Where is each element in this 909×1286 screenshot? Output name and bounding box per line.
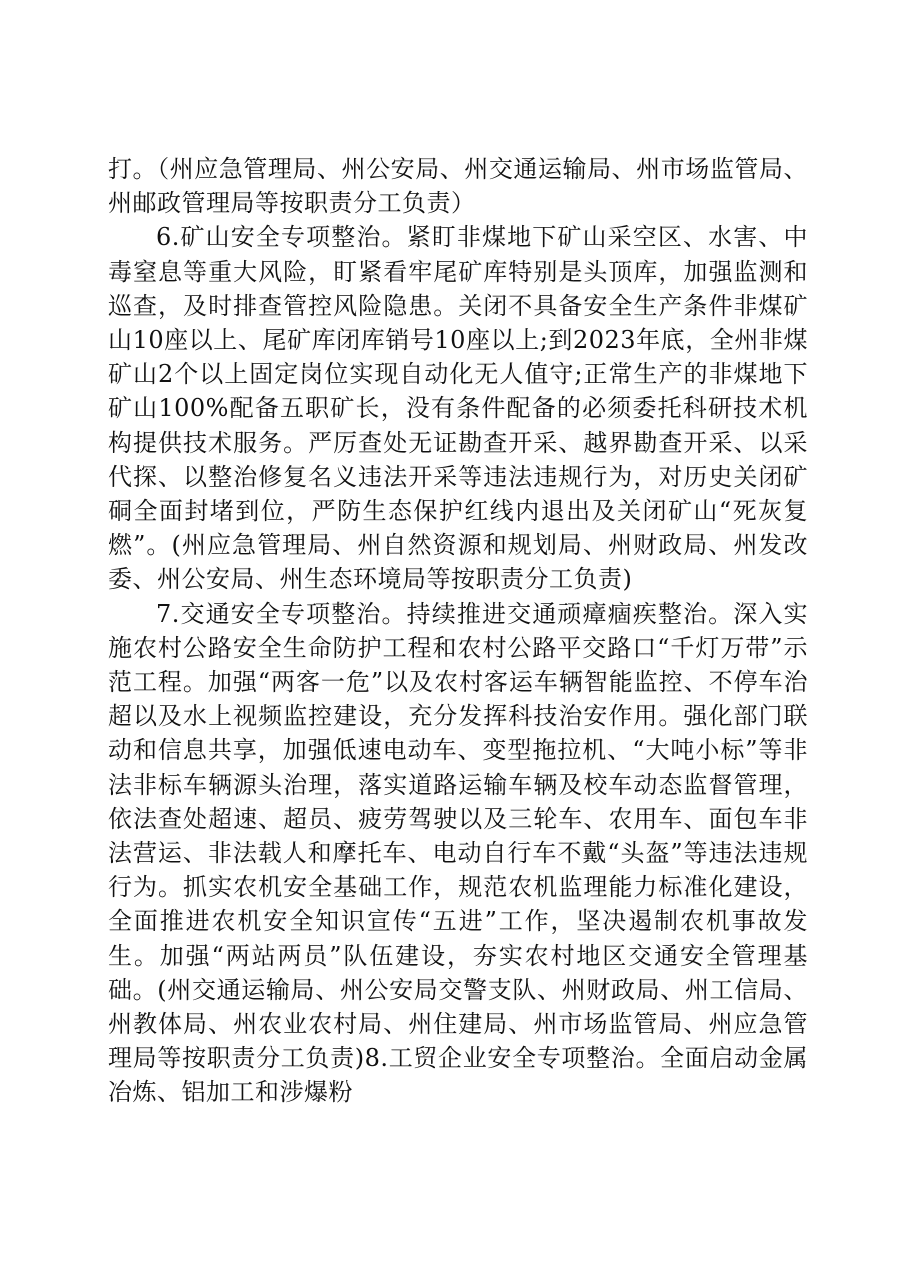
paragraph-item-6-mine-safety: 6.矿山安全专项整治。紧盯非煤地下矿山采空区、水害、中毒窒息等重大风险，盯紧看牢尾矿库特别是头顶库，加强监测和巡查，及时排查管控风险隐患。关闭不具备安全生产条件非煤矿山10座以上、尾矿库闭库销号10座以上;到2023年底，全州非煤矿山2个以上固定岗位实现自动化无人值守;正常生产的非煤地下矿山100%配备五职矿长，没有条件配备的必须委托科研技术机构提供技术服务。严厉查处无证勘查开采、越界勘查开采、以采代探、以整治修复名义违法开采等违法违规行为，对历史关闭矿硐全面封堵到位，严防生态保护红线内退出及关闭矿山“死灰复燃”。(州应急管理局、州自然资源和规划局、州财政局、州发改委、州公安局、州生态环境局等按职责分工负责) [108,223,808,594]
document-body [108,152,808,1110]
paragraph-continuation: 打。（州应急管理局、州公安局、州交通运输局、州市场监管局、州邮政管理局等按职责分工负责） [108,155,808,218]
paragraph-item-7-traffic-safety: 7.交通安全专项整治。持续推进交通顽瘴痼疾整治。深入实施农村公路安全生命防护工程和农村公路平交路口“千灯万带”示范工程。加强“两客一危”以及农村客运车辆智能监控、不停车治超以及水上视频监控建设，充分发挥科技治安作用。强化部门联动和信息共享，加强低速电动车、变型拖拉机、“大吨小标”等非法非标车辆源头治理，落实道路运输车辆及校车动态监督管理，依法查处超速、超员、疲劳驾驶以及三轮车、农用车、面包车非法营运、非法载人和摩托车、电动自行车不戴“头盔”等违法违规行为。抓实农机安全基础工作，规范农机监理能力标准化建设，全面推进农机安全知识宣传“五进”工作，坚决遏制农机事故发生。加强“两站两员”队伍建设，夯实农村地区交通安全管理基础。(州交通运输局、州公安局交警支队、州财政局、州工信局、州教体局、州农业农村局、州住建局、州市场监管局、州应急管理局等按职责分工负责)8.工贸企业安全专项整治。全面启动金属冶炼、铝加工和涉爆粉 [108,599,808,1107]
